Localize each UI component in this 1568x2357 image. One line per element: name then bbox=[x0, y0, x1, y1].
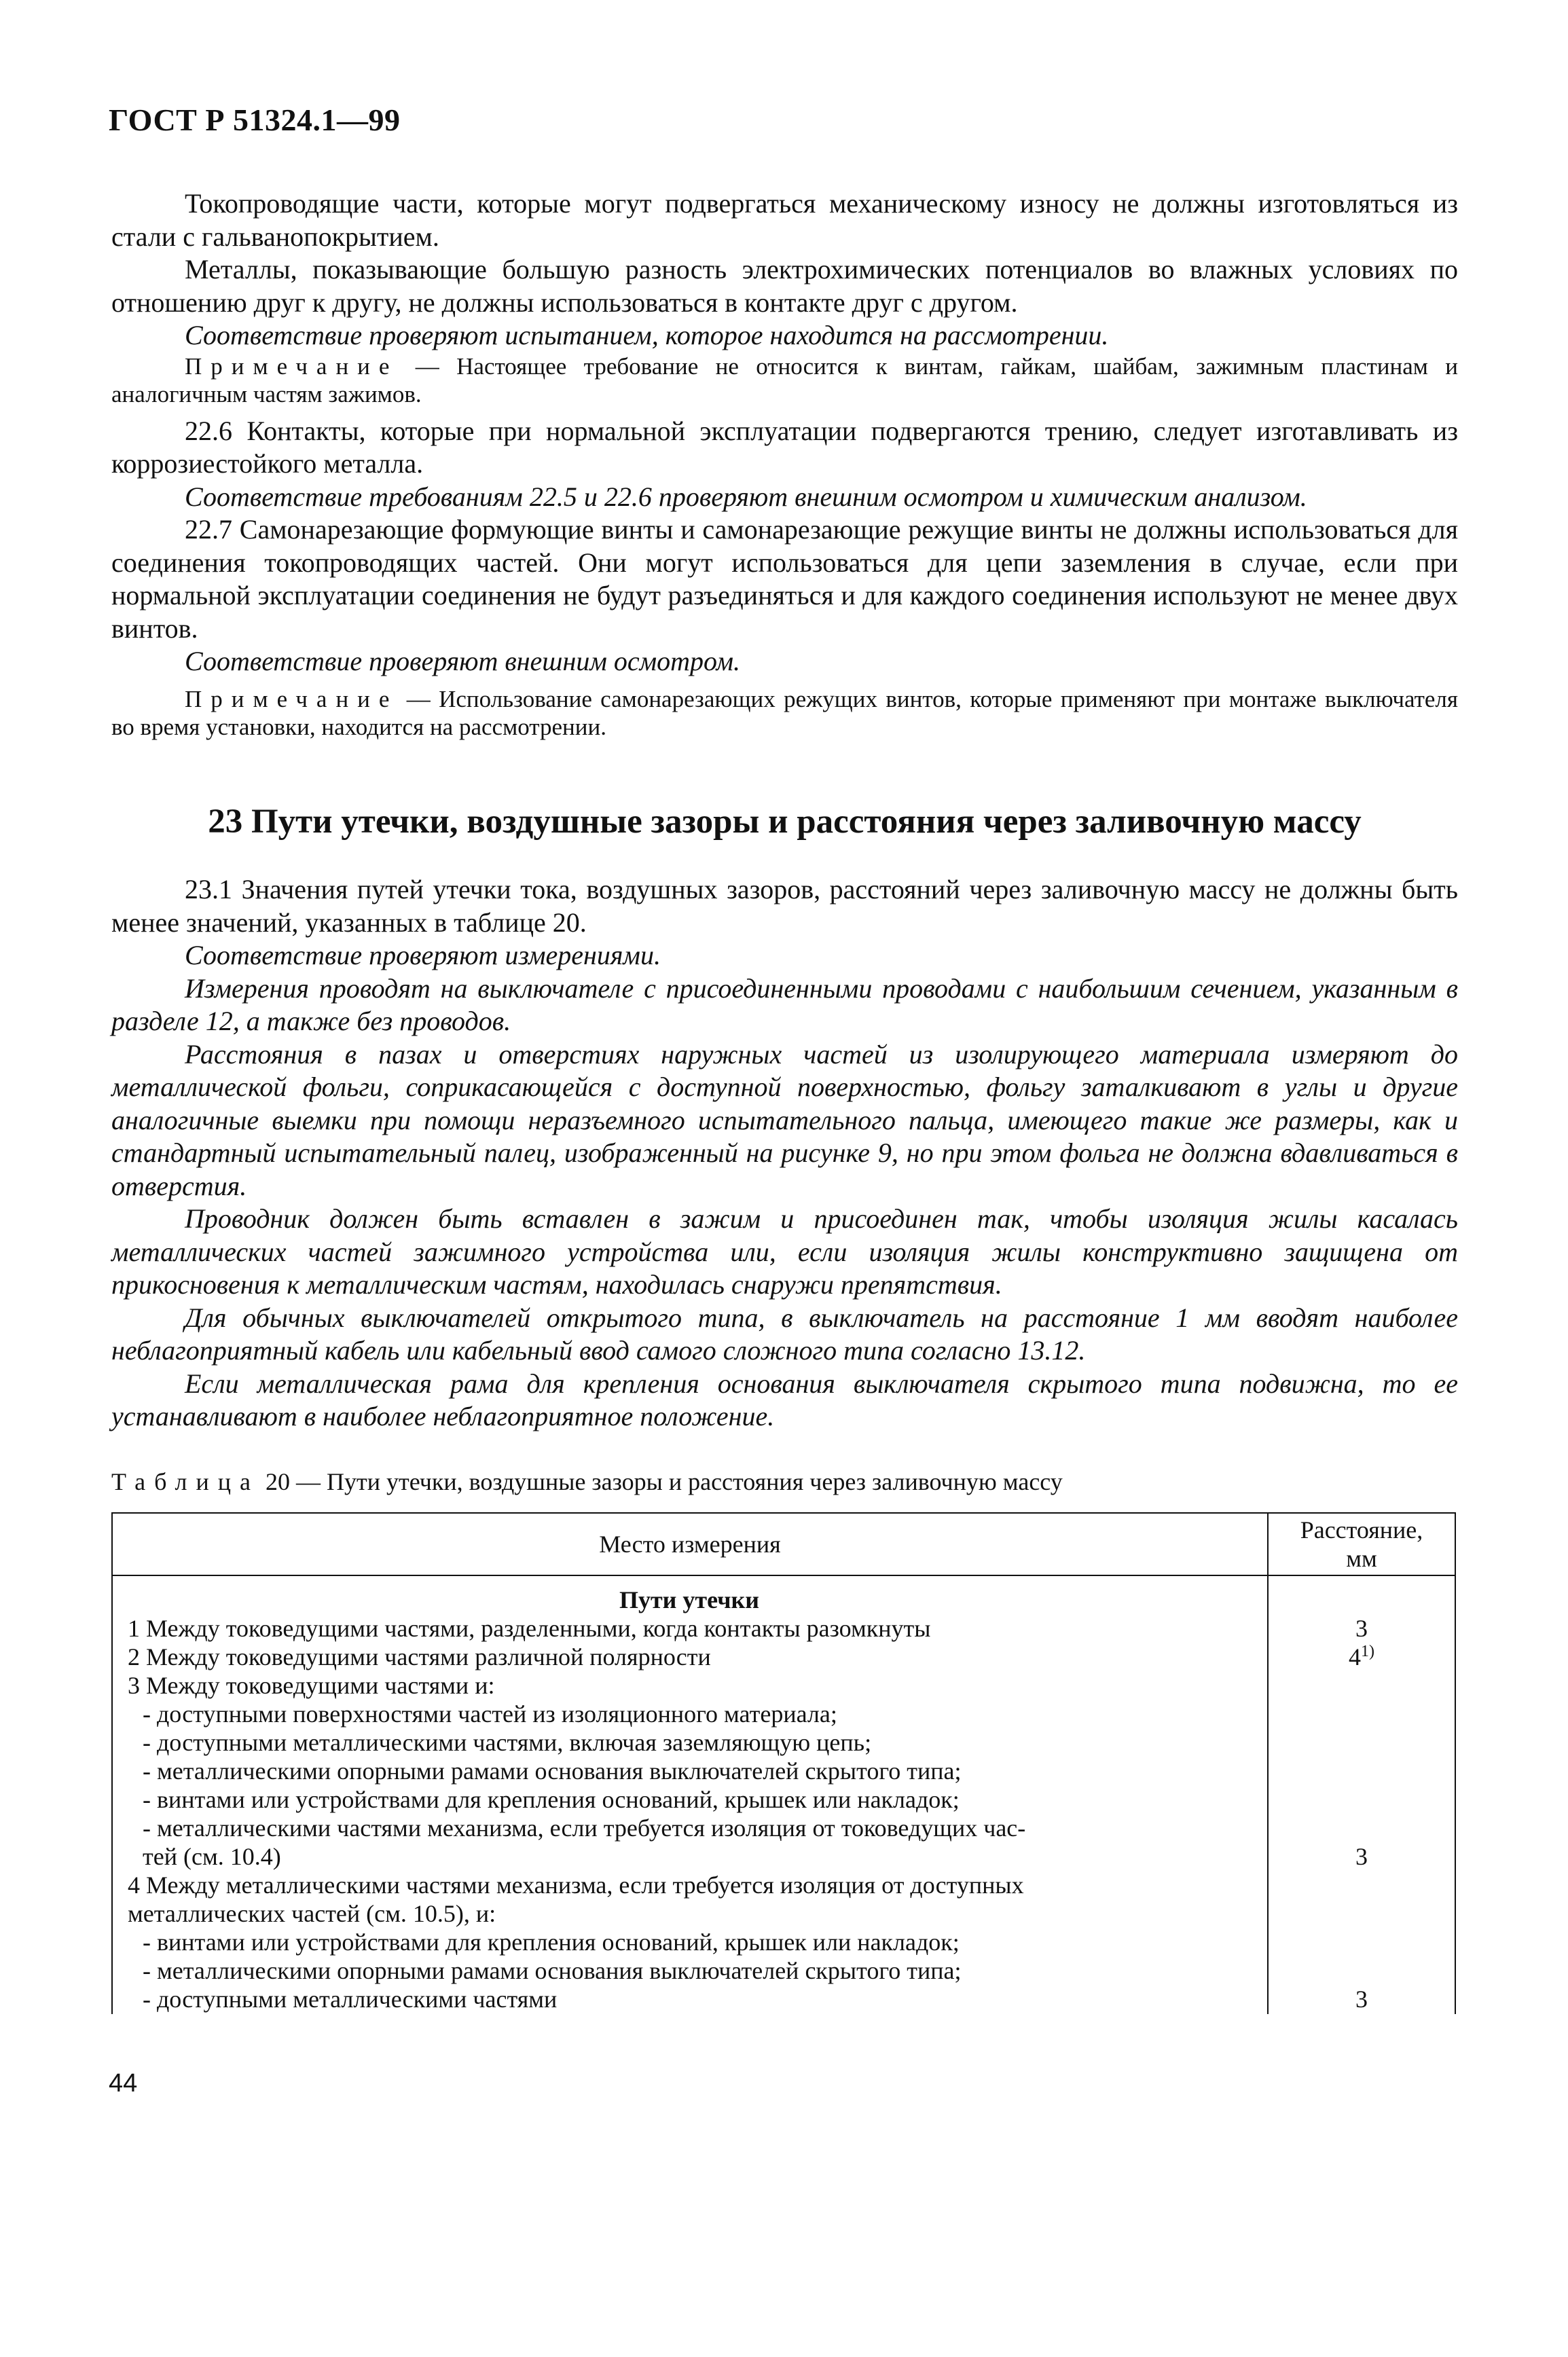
item-3-tail: тей (см. 10.4) bbox=[143, 1843, 281, 1870]
clause-22-6: 22.6 Контакты, которые при нормальной эксплуатации подвергаются трению, следует изготавливать из коррозиестойкого металла. bbox=[111, 415, 1458, 479]
item-3-sub: - доступными поверхностями частей из изоляционного материала; bbox=[143, 1700, 837, 1728]
item-4-last: - доступными металлическими частями bbox=[143, 1986, 558, 2013]
table-caption bbox=[111, 1467, 1063, 1496]
item-3-sub: - винтами или устройствами для крепления оснований, крышек или накладок; bbox=[143, 1786, 960, 1813]
value-item-3: 3 bbox=[1355, 1843, 1368, 1870]
item-1: 1 Между токоведущими частями, разделенными, когда контакты разомкнуты bbox=[128, 1615, 931, 1642]
table-cell-distance bbox=[1268, 1575, 1455, 2014]
paragraph: Для обычных выключателей открытого типа, в выключатель на расстояние 1 мм вводят наиболее неблагоприятный кабель или кабельный ввод самого сложного типа согласно 13.12. bbox=[111, 1302, 1458, 1366]
paragraph: Измерения проводят на выключателе с присоединенными проводами с наибольшим сечением, указанным в разделе 12, а также без проводов. bbox=[111, 972, 1458, 1036]
paragraph: Металлы, показывающие большую разность электрохимических потенциалов во влажных условиях по отношению друг к другу, не должны использоваться в контакте друг с другом. bbox=[111, 254, 1458, 318]
page-number: 44 bbox=[109, 2069, 138, 2098]
paragraph: Токопроводящие части, которые могут подвергаться механическому износу не должны изготовляться из стали с гальванопокрытием. bbox=[111, 188, 1458, 252]
table-20 bbox=[111, 1512, 1456, 2014]
group-title: Пути утечки bbox=[619, 1586, 759, 1613]
value-item-4: 3 bbox=[1355, 1986, 1368, 2013]
section-heading: 23 Пути утечки, воздушные зазоры и расстояния через заливочную массу bbox=[208, 803, 1362, 841]
item-4-line1: 4 Между металлическими частями механизма, если требуется изоляция от доступных bbox=[128, 1871, 1024, 1899]
body-text-bottom bbox=[111, 873, 1458, 1433]
paragraph: Расстояния в пазах и отверстиях наружных частей из изолирующего материала измеряют до металлической фольги, соприкасающейся с доступной поверхностью, фольгу заталкивают в углы и другие аналогичные выемки при помощи неразъемного испытательного пальца, имеющего такие же размеры, как и стандартный испытательный палец, изображенный на рисунке 9, но при этом фольга не должна вдавливаться в отверстия. bbox=[111, 1038, 1458, 1201]
column-header-distance: Расстояние, мм bbox=[1268, 1513, 1455, 1575]
item-4-sub: - винтами или устройствами для крепления оснований, крышек или накладок; bbox=[143, 1929, 960, 1956]
note-paragraph bbox=[111, 352, 1458, 408]
note-label: Примечание bbox=[185, 685, 399, 712]
body-text-top bbox=[111, 187, 1458, 741]
value-item-2: 4$^{1)}$ bbox=[1349, 1643, 1374, 1670]
table-caption-text: 20 — Пути утечки, воздушные зазоры и расстояния через заливочную массу bbox=[259, 1468, 1063, 1495]
compliance-paragraph: Соответствие проверяют внешним осмотром. bbox=[185, 646, 741, 676]
standard-header: ГОСТ Р 51324.1—99 bbox=[109, 103, 401, 137]
table-caption-label: Таблица bbox=[111, 1468, 259, 1495]
clause-23-1: 23.1 Значения путей утечки тока, воздушных зазоров, расстояний через заливочную массу не должны быть менее значений, указанных в таблице 20. bbox=[111, 874, 1458, 938]
compliance-paragraph: Соответствие требованиям 22.5 и 22.6 проверяют внешним осмотром и химическим анализом. bbox=[185, 481, 1307, 512]
item-3-sub: - металлическими частями механизма, если требуется изоляция от токоведущих час- bbox=[143, 1814, 1026, 1842]
item-3-sub: - металлическими опорными рамами основания выключателей скрытого типа; bbox=[143, 1757, 962, 1785]
clause-22-7: 22.7 Самонарезающие формующие винты и самонарезающие режущие винты не должны использоваться для соединения токопроводящих частей. Они могут использоваться для цепи заземления в случае, если при нормальной эксплуатации соединения не будут разъединяться и для каждого соединения используют не менее двух винтов. bbox=[111, 514, 1458, 644]
column-header-location: Место измерения bbox=[112, 1513, 1268, 1575]
table-row bbox=[112, 1575, 1455, 2014]
footnote-marker: 1) bbox=[1361, 1643, 1374, 1660]
note-label: Примечание bbox=[185, 352, 399, 380]
item-3-sub: - доступными металлическими частями, включая заземляющую цепь; bbox=[143, 1729, 872, 1756]
compliance-paragraph: Соответствие проверяют испытанием, которое находится на рассмотрении. bbox=[185, 320, 1109, 350]
paragraph: Если металлическая рама для крепления основания выключателя скрытого типа подвижна, то ее устанавливают в наиболее неблагоприятное положение. bbox=[111, 1368, 1458, 1431]
note-text: — Настоящее требование не относится к винтам, гайкам, шайбам, зажимным пластинам и аналогичным частям зажимов. bbox=[111, 352, 1458, 407]
note-text: — Использование самонарезающих режущих винтов, которые применяют при монтаже выключателя во время установки, находится на рассмотрении. bbox=[111, 685, 1458, 740]
table-cell-location bbox=[112, 1575, 1268, 2014]
item-4-line2: металлических частей (см. 10.5), и: bbox=[128, 1900, 496, 1927]
item-2: 2 Между токоведущими частями различной полярности bbox=[128, 1643, 711, 1670]
paragraph: Проводник должен быть вставлен в зажим и присоединен так, чтобы изоляция жилы касалась металлических частей зажимного устройства или, если изоляция жилы конструктивно защищена от прикосновения к металлическим частям, находилась снаружи препятствия. bbox=[111, 1203, 1458, 1300]
item-3: 3 Между токоведущими частями и: bbox=[128, 1672, 495, 1699]
compliance-paragraph: Соответствие проверяют измерениями. bbox=[185, 940, 661, 970]
note-paragraph bbox=[111, 685, 1458, 741]
item-4-sub: - металлическими опорными рамами основания выключателей скрытого типа; bbox=[143, 1957, 962, 1984]
value-item-1: 3 bbox=[1355, 1615, 1368, 1642]
